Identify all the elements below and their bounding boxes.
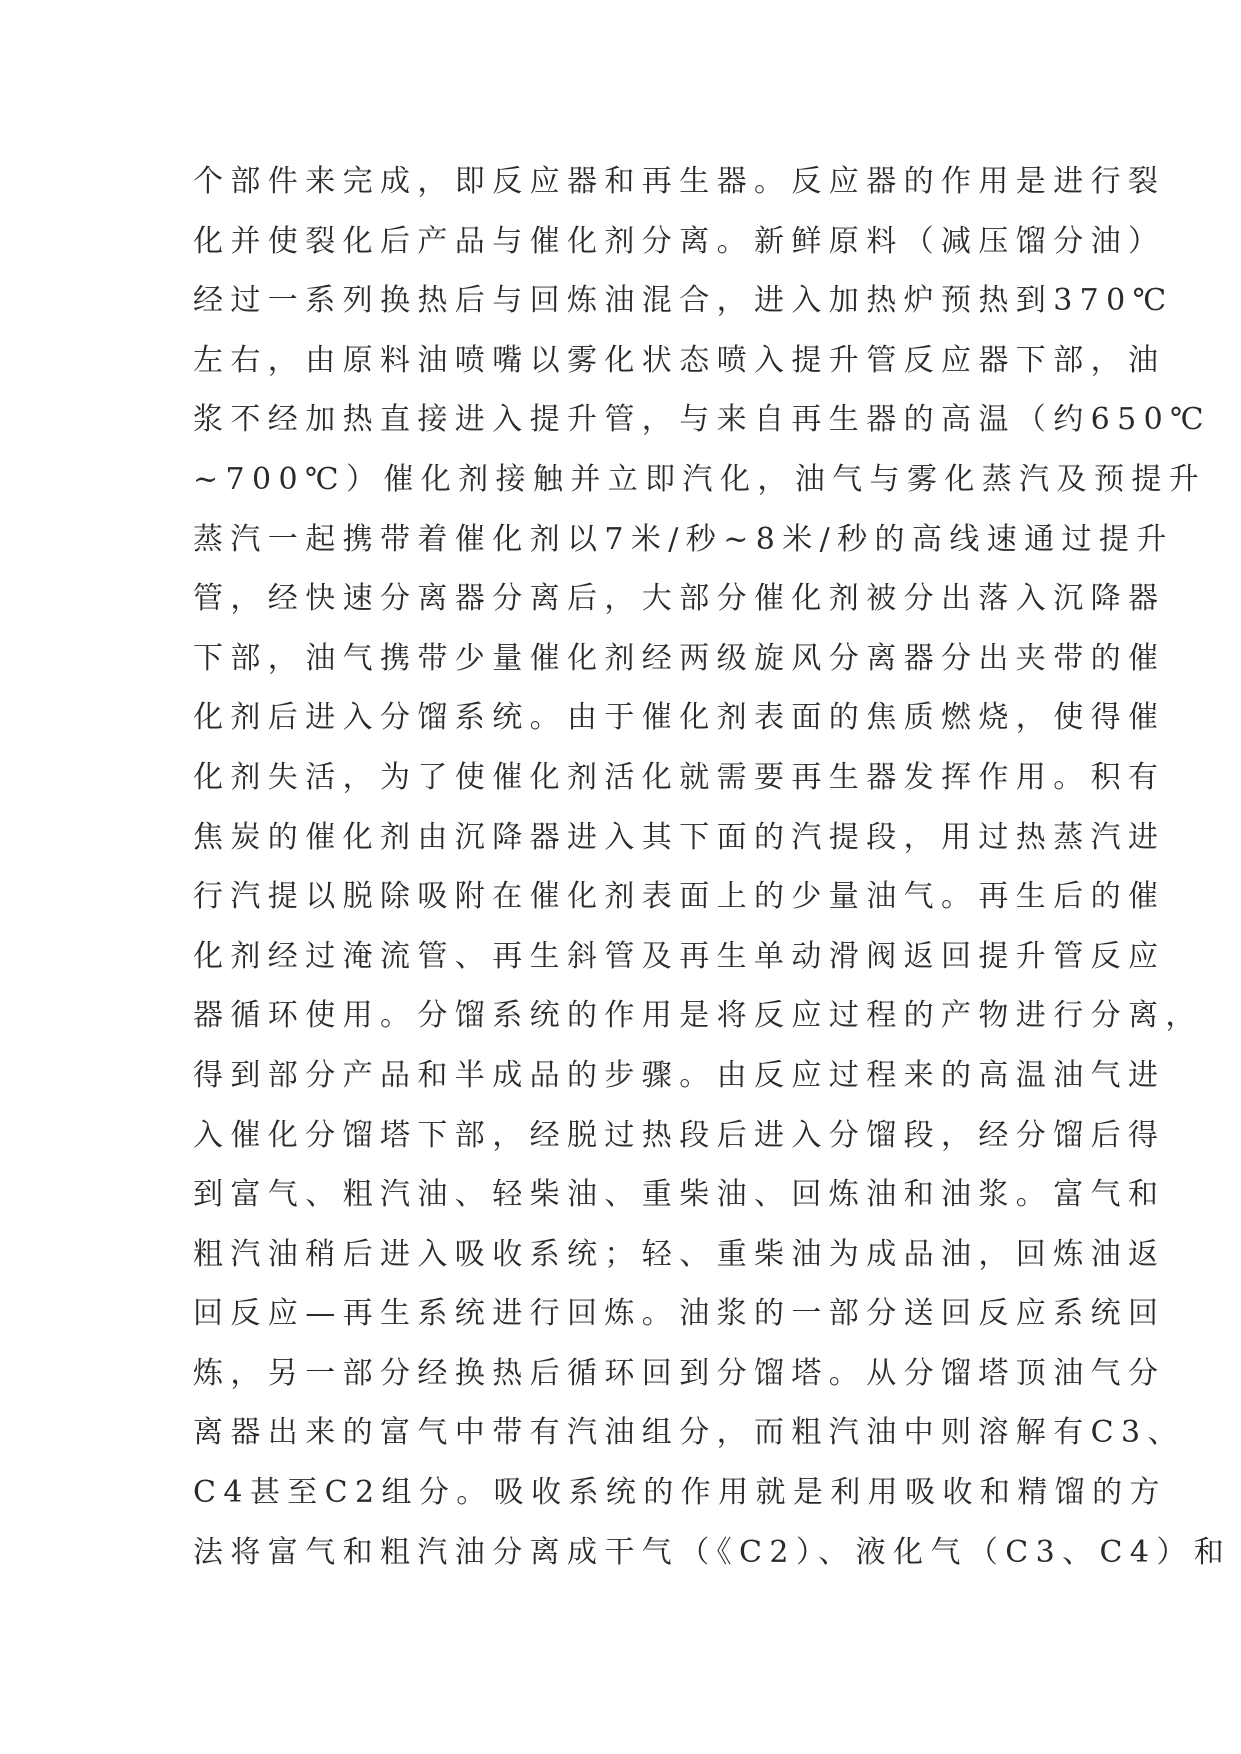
text-line: 炼，另一部分经换热后循环回到分馏塔。从分馏塔顶油气分: [193, 1355, 1166, 1391]
text-line: 得到部分产品和半成品的步骤。由反应过程来的高温油气进: [193, 1057, 1166, 1093]
text-line: 化并使裂化后产品与催化剂分离。新鲜原料（减压馏分油）: [193, 223, 1166, 259]
text-line: 粗汽油稍后进入吸收系统；轻、重柴油为成品油，回炼油返: [193, 1236, 1166, 1272]
body-paragraph: [193, 152, 1232, 1582]
text-line: 到富气、粗汽油、轻柴油、重柴油、回炼油和油浆。富气和: [193, 1177, 1166, 1213]
text-line: 化剂经过淹流管、再生斜管及再生单动滑阀返回提升管反应: [193, 938, 1166, 974]
text-line: ~700℃）催化剂接触并立即汽化，油气与雾化蒸汽及预提升: [193, 461, 1207, 497]
text-line: 个部件来完成，即反应器和再生器。反应器的作用是进行裂: [193, 164, 1166, 199]
text-line: 焦炭的催化剂由沉降器进入其下面的汽提段，用过热蒸汽进: [193, 819, 1166, 855]
text-line: 化剂失活，为了使催化剂活化就需要再生器发挥作用。积有: [193, 759, 1166, 795]
text-line: 离器出来的富气中带有汽油组分，而粗汽油中则溶解有C3、: [193, 1415, 1185, 1451]
text-line: 经过一系列换热后与回炼油混合，进入加热炉预热到370℃: [193, 283, 1174, 319]
text-line: 左右，由原料油喷嘴以雾化状态喷入提升管反应器下部，油: [193, 342, 1166, 378]
text-line: 回反应—再生系统进行回炼。油浆的一部分送回反应系统回: [193, 1296, 1166, 1332]
text-line: 浆不经加热直接进入提升管，与来自再生器的高温（约650℃: [193, 402, 1212, 438]
text-line: 管，经快速分离器分离后，大部分催化剂被分出落入沉降器: [193, 581, 1166, 617]
text-line: 蒸汽一起携带着催化剂以7米/秒~8米/秒的高线速通过提升: [193, 521, 1174, 557]
text-line: 行汽提以脱除吸附在催化剂表面上的少量油气。再生后的催: [193, 879, 1166, 915]
text-line: 化剂后进入分馏系统。由于催化剂表面的焦质燃烧，使得催: [193, 700, 1166, 736]
text-line: 下部，油气携带少量催化剂经两级旋风分离器分出夹带的催: [193, 640, 1166, 676]
text-line: 器循环使用。分馏系统的作用是将反应过程的产物进行分离，: [193, 998, 1203, 1034]
text-line: C4甚至C2组分。吸收系统的作用就是利用吸收和精馏的方: [193, 1475, 1167, 1511]
text-line: 入催化分馏塔下部，经脱过热段后进入分馏段，经分馏后得: [193, 1117, 1166, 1153]
text-line: 法将富气和粗汽油分离成干气（《C2）、液化气（C3、C4）和: [193, 1534, 1232, 1570]
